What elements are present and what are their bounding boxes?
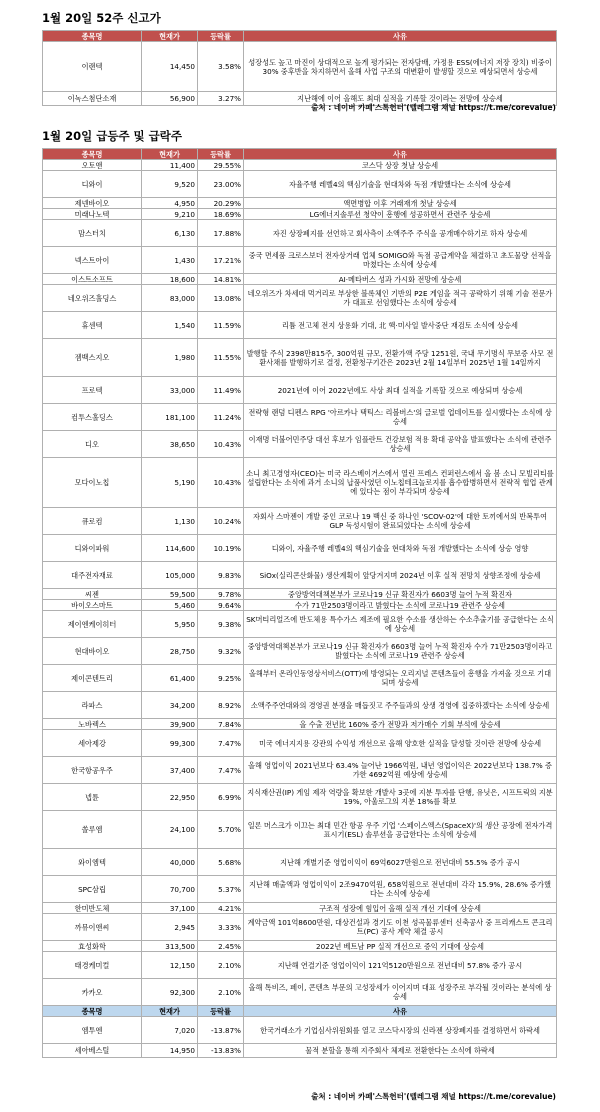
table-row [43,903,557,914]
stock-reason: 발행할 주식 2398만815주, 300억원 규모, 전환가액 주당 1251원, 국내 무기명식 무보증 사모 전환사채를 발행하기로 결정, 전환청구기간은 2023년 2월 14일부터 2025년 1월 14일까지 [244,339,557,377]
stock-name: 디와이 [43,171,142,198]
stock-name: 네오위즈홀딩스 [43,285,142,312]
stock-reason: 리튬 전고체 전지 상용화 기대, 北 핵·미사일 발사중단 재검토 소식에 상승세 [244,312,557,339]
stock-change: 20.29% [198,198,244,209]
stock-reason: 일론 머스크가 이끄는 최대 민간 항공 우주 기업 '스페이스엑스(SpaceX)'의 생산 공장에 전자가격표시기(ESL) 솔루션을 공급한다는 소식에 상승세 [244,811,557,849]
stock-name: 바이오스마트 [43,600,142,611]
stock-name: 제이콘텐트리 [43,665,142,692]
stock-reason: 올해 영업이익 2021년보다 63.4% 늘어난 1966억원, 내년 영업이익은 2022년보다 138.7% 증가한 4692억원 예상에 상승세 [244,757,557,784]
header-price: 현재가 [142,149,198,160]
stock-price: 14,950 [142,1044,198,1058]
stock-change: 3.27% [198,92,244,106]
stock-change: 5.37% [198,876,244,903]
stock-change: 11.49% [198,377,244,404]
fall-header-price: 현재가 [142,1006,198,1017]
table-row [43,198,557,209]
stock-name: 세아제강 [43,730,142,757]
stock-price: 6,130 [142,220,198,247]
stock-price: 181,100 [142,404,198,431]
stock-name: 이녹스첨단소재 [43,92,142,106]
table-row [43,784,557,811]
stock-name: 제이엔케이히터 [43,611,142,638]
table-row [43,220,557,247]
stock-change: 17.21% [198,247,244,274]
stock-change: 9.38% [198,611,244,638]
stock-price: 5,190 [142,458,198,508]
fall-body [43,1017,557,1058]
table-row [43,339,557,377]
stock-name: 현대바이오 [43,638,142,665]
section2-title: 1월 20일 급등주 및 급락주 [42,129,182,143]
stock-reason: 2021년에 이어 2022년에도 사상 최대 실적을 기록할 것으로 예상되며 상승세 [244,377,557,404]
stock-name: 모다이노칩 [43,458,142,508]
stock-price: 5,950 [142,611,198,638]
stock-reason: SK머티리얼즈에 반도체용 특수가스 제조에 필요한 수소를 생산하는 수소추출기를 공급한다는 소식에 상승세 [244,611,557,638]
stock-reason: AI·메타버스 성과 가시화 전망에 상승세 [244,274,557,285]
table-row [43,692,557,719]
rise-body [43,160,557,1006]
stock-price: 114,600 [142,535,198,562]
stock-name: 프로텍 [43,377,142,404]
stock-reason: 액면병합 이후 거래재개 첫날 상승세 [244,198,557,209]
stock-change: 2.10% [198,952,244,979]
stock-reason: 물적 분할을 통해 지주회사 체제로 전환한다는 소식에 하락세 [244,1044,557,1058]
stock-name: 엠투엔 [43,1017,142,1044]
table-row [43,1044,557,1058]
movers-header [43,149,557,160]
stock-price: 92,300 [142,979,198,1006]
table-row [43,952,557,979]
stock-name: 한국항공우주 [43,757,142,784]
stock-reason: 미국 에너지지용 강관의 수익성 개선으로 올해 양호한 실적을 달성할 것이란 전망에 상승세 [244,730,557,757]
header-reason: 사유 [244,149,557,160]
stock-price: 12,150 [142,952,198,979]
stock-name: 태경케미컬 [43,952,142,979]
stock-change: 2.10% [198,979,244,1006]
stock-name: 까뮤이앤씨 [43,914,142,941]
stock-change: 9.64% [198,600,244,611]
stock-reason: 지난해 개별기준 영업이익이 69억6027만원으로 전년대비 55.5% 증가 공시 [244,849,557,876]
stock-reason: 코스닥 상장 첫날 상승세 [244,160,557,171]
table-row [43,508,557,535]
stock-price: 5,460 [142,600,198,611]
stock-change: 7.84% [198,719,244,730]
stock-reason: 전략형 랜덤 디펜스 RPG '아르카나 택틱스: 리볼버스'의 글로벌 업데이트를 실시했다는 소식에 상승세 [244,404,557,431]
table-row [43,274,557,285]
stock-reason: 지난해에 이어 올해도 최대 실적을 기록할 것이라는 전망에 상승세 [244,92,557,106]
stock-price: 28,750 [142,638,198,665]
stock-price: 11,400 [142,160,198,171]
table-row [43,730,557,757]
section1-source: 출처 : 네이버 카페'스톡헌터'(텔레그램 채널 https://t.me/corevalue) [311,103,556,112]
table-row [43,377,557,404]
stock-price: 33,000 [142,377,198,404]
table-row [43,209,557,220]
table-row [43,600,557,611]
stock-name: 디오 [43,431,142,458]
table-row [43,638,557,665]
fall-header-change: 등락률 [198,1006,244,1017]
stock-name: 노바렉스 [43,719,142,730]
stock-price: 9,210 [142,209,198,220]
fall-header [43,1006,557,1017]
stock-price: 22,950 [142,784,198,811]
stock-change: 13.08% [198,285,244,312]
stock-change: 9.32% [198,638,244,665]
stock-change: 3.33% [198,914,244,941]
table-row [43,42,557,92]
stock-reason: 중국 면세품 크로스보더 전자상거래 업체 SOMIGO와 독점 공급계약을 체결하고 초도물량 선적을 마쳤다는 소식에 상승세 [244,247,557,274]
stock-price: 56,900 [142,92,198,106]
stock-reason: 중앙방역대책본부가 코로나19 신규 확진자가 6603명 늘어 누적 확진자 [244,589,557,600]
stock-change: 10.24% [198,508,244,535]
table-row [43,285,557,312]
stock-price: 4,950 [142,198,198,209]
header-name: 종목명 [43,149,142,160]
stock-price: 24,100 [142,811,198,849]
stock-name: SPC삼립 [43,876,142,903]
stock-name: 한미반도체 [43,903,142,914]
stock-price: 9,520 [142,171,198,198]
stock-price: 2,945 [142,914,198,941]
stock-reason: 소니 최고경영자(CEO)는 미국 라스베이거스에서 열린 프레스 컨퍼런스에서 올 봄 소니 모빌리티를 설립한다는 소식에 과거 소니의 납품사였던 이노칩테크놀로지를 흡수합병하면서 전략적 협업 관계에 있다는 점이 부각되며 상승세 [244,458,557,508]
table-row [43,535,557,562]
stock-reason: 한국거래소가 기업심사위원회를 열고 코스닥시장의 신라젠 상장폐지를 결정하면서 하락세 [244,1017,557,1044]
stock-change: 10.43% [198,458,244,508]
stock-name: 맘스터치 [43,220,142,247]
stock-name: 쏠루엠 [43,811,142,849]
stock-reason: 지난해 매출액과 영업이익이 2조9470억원, 658억원으로 전년대비 각각 15.9%, 28.6% 증가했다는 소식에 상승세 [244,876,557,903]
stock-reason: LG에너지솔루션 청약이 흥행에 성공하면서 관련주 상승세 [244,209,557,220]
stock-reason: 올해 톡비즈, 페이, 콘텐츠 부문의 고성장세가 이어지며 대표 성장주로 부각될 것이라는 분석에 상승세 [244,979,557,1006]
stock-change: -13.83% [198,1044,244,1058]
stock-reason: 이재명 더불어민주당 대선 후보가 임플란트 건강보험 적용 확대 공약을 발표했다는 소식에 관련주 상승세 [244,431,557,458]
stock-name: 대주전자재료 [43,562,142,589]
stock-change: 7.47% [198,730,244,757]
header-change: 등락률 [198,149,244,160]
stock-price: 7,020 [142,1017,198,1044]
table-row [43,562,557,589]
table-row [43,404,557,431]
stock-name: 넥스트아이 [43,247,142,274]
stock-change: 18.69% [198,209,244,220]
stock-price: 99,300 [142,730,198,757]
stock-reason: 네오위즈가 차세대 먹거리로 부상한 블록체인 기반의 P2E 게임을 적극 공략하기 위해 기술 전문가가 대표로 선임했다는 소식에 상승세 [244,285,557,312]
stock-name: 효성화학 [43,941,142,952]
stock-change: 14.81% [198,274,244,285]
stock-price: 38,650 [142,431,198,458]
stock-change: -13.87% [198,1017,244,1044]
stock-reason: 지난해 연결기준 영업이익이 121억5120만원으로 전년대비 57.8% 증가 공시 [244,952,557,979]
stock-price: 39,900 [142,719,198,730]
stock-price: 105,000 [142,562,198,589]
stock-price: 1,980 [142,339,198,377]
stock-reason: 올해부터 온라인동영상서비스(OTT)에 방영되는 오리지널 콘텐츠들이 흥행을 가져올 것으로 기대되며 상승세 [244,665,557,692]
stock-reason: 성장성도 높고 마진이 상대적으로 높게 평가되는 전자담배, 가정용 ESS(에너지 저장 장치) 비중이 30% 중후반을 차지하면서 올해 사업 구조의 대변환이 발생할 것으로 예상되면서 상승세 [244,42,557,92]
new-high-body [43,42,557,106]
table-row [43,849,557,876]
stock-price: 83,000 [142,285,198,312]
table-row [43,589,557,600]
movers-table [42,148,557,1058]
stock-reason: 계약금액 101억8600만원, 대상건설과 경기도 이천 성곡물류센터 신축공사 중 프리캐스트 콘크리트(PC) 공사 계약 체결 공시 [244,914,557,941]
stock-price: 34,200 [142,692,198,719]
stock-reason: 지식재산권(IP) 게임 제작 역량을 확보한 개발사 3곳에 지분 투자를 단행, 유닛은, 시프트릭의 지분 19%, 아울로그의 지분 18%를 확보 [244,784,557,811]
stock-name: 휴센텍 [43,312,142,339]
stock-price: 1,540 [142,312,198,339]
stock-change: 29.55% [198,160,244,171]
stock-change: 5.68% [198,849,244,876]
stock-reason: 자율주행 레벨4의 핵심기술을 현대차와 독점 개발했다는 소식에 상승세 [244,171,557,198]
table-row [43,458,557,508]
stock-change: 7.47% [198,757,244,784]
table-row [43,247,557,274]
stock-name: 이랜텍 [43,42,142,92]
stock-price: 18,600 [142,274,198,285]
stock-price: 37,100 [142,903,198,914]
header-change: 등락률 [198,31,244,42]
stock-change: 10.19% [198,535,244,562]
stock-price: 313,500 [142,941,198,952]
stock-reason: 구조적 성장에 힘입어 올해 실적 개선 기대에 상승세 [244,903,557,914]
stock-change: 11.24% [198,404,244,431]
table-row [43,876,557,903]
section2-source: 출처 : 네이버 카페'스톡헌터'(텔레그램 채널 https://t.me/corevalue) [311,1092,556,1101]
table-row [43,611,557,638]
stock-reason: 수가 71만2503명이라고 밝혔다는 소식에 코로나19 관련주 상승세 [244,600,557,611]
stock-name: 젬백스지오 [43,339,142,377]
stock-change: 4.21% [198,903,244,914]
stock-name: 디와이파워 [43,535,142,562]
table-row [43,979,557,1006]
new-high-header [43,31,557,42]
stock-price: 37,400 [142,757,198,784]
stock-name: 미래나노텍 [43,209,142,220]
stock-price: 40,000 [142,849,198,876]
stock-reason: 2022년 베트남 PP 실적 개선으로 증익 기대에 상승세 [244,941,557,952]
table-row [43,719,557,730]
table-row [43,160,557,171]
stock-reason: 디와이, 자율주행 레벨4의 핵심기술을 현대차와 독점 개발했다는 소식에 상승 영향 [244,535,557,562]
stock-change: 11.59% [198,312,244,339]
stock-change: 6.99% [198,784,244,811]
stock-change: 3.58% [198,42,244,92]
stock-reason: 자회사 스마젠이 개발 중인 코로나 19 백신 중 하나인 'SCOV-02'에 대한 토끼에서의 반복투여 GLP 독성시험이 완료되었다는 소식에 상승세 [244,508,557,535]
stock-price: 59,500 [142,589,198,600]
stock-name: 카카오 [43,979,142,1006]
header-price: 현재가 [142,31,198,42]
stock-name: 라파스 [43,692,142,719]
stock-price: 1,430 [142,247,198,274]
stock-change: 8.92% [198,692,244,719]
stock-reason: 자진 상장폐지를 선언하고 회사측이 소액주주 주식을 공개매수하기로 하자 상승세 [244,220,557,247]
header-reason: 사유 [244,31,557,42]
table-row [43,757,557,784]
table-row [43,1017,557,1044]
stock-change: 9.25% [198,665,244,692]
new-high-table [42,30,557,106]
stock-price: 61,400 [142,665,198,692]
stock-change: 10.43% [198,431,244,458]
stock-name: 오토앤 [43,160,142,171]
fall-header-reason: 사유 [244,1006,557,1017]
stock-reason: 소액주주연대와의 경영권 분쟁을 매듭짓고 주주들과의 상생 경영에 집중하겠다는 소식에 상승세 [244,692,557,719]
stock-price: 70,700 [142,876,198,903]
stock-change: 9.78% [198,589,244,600]
stock-name: 컴투스홀딩스 [43,404,142,431]
stock-name: 넵튠 [43,784,142,811]
table-row [43,171,557,198]
stock-change: 17.88% [198,220,244,247]
stock-name: 와이엠텍 [43,849,142,876]
stock-change: 2.45% [198,941,244,952]
fall-header-group [43,1006,557,1017]
stock-name: 씨젠 [43,589,142,600]
stock-change: 9.83% [198,562,244,589]
header-name: 종목명 [43,31,142,42]
table-row [43,941,557,952]
stock-change: 5.70% [198,811,244,849]
table-row [43,665,557,692]
stock-change: 11.55% [198,339,244,377]
stock-name: 세아베스틸 [43,1044,142,1058]
table-row [43,914,557,941]
section1-title: 1월 20일 52주 신고가 [42,11,161,25]
stock-name: 제넨바이오 [43,198,142,209]
table-row [43,431,557,458]
stock-reason: SiOx(실리콘산화물) 생산계획이 앞당겨지며 2024년 이후 실적 전망치 상향조정에 상승세 [244,562,557,589]
stock-reason: 중앙방역대책본부가 코로나19 신규 확진자가 6603명 늘어 누적 확진자 수가 71만2503명이라고 밝혔다는 소식에 코로나19 관련주 상승세 [244,638,557,665]
table-row [43,312,557,339]
stock-reason: 올 수출 전년比 160% 증가 전망과 저가매수 기회 부석에 상승세 [244,719,557,730]
fall-header-name: 종목명 [43,1006,142,1017]
stock-price: 1,130 [142,508,198,535]
stock-name: 큐로컴 [43,508,142,535]
stock-change: 23.00% [198,171,244,198]
stock-price: 14,450 [142,42,198,92]
stock-name: 이스트소프트 [43,274,142,285]
table-row [43,811,557,849]
